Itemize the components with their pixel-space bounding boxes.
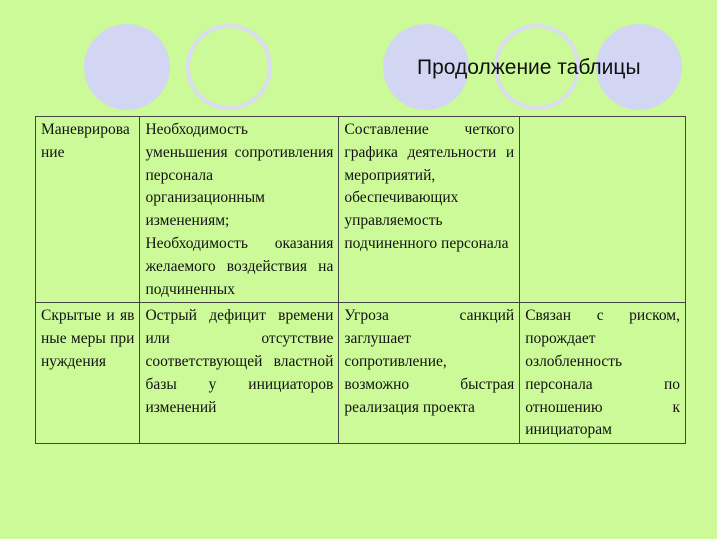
table-cell-disadvantages xyxy=(520,117,686,303)
table-cell-disadvantages xyxy=(520,303,686,444)
table-cell-conditions xyxy=(140,303,339,444)
methods-table xyxy=(35,116,686,444)
table-cell-advantages xyxy=(339,117,520,303)
table-cell-method xyxy=(36,117,140,303)
slide-title: Продолжение таблицы xyxy=(417,56,641,79)
cell-text: Составление четкого графика деятельности и мероприятий, обеспечивающих управляемость подчиненного персонала xyxy=(344,121,515,252)
table-row xyxy=(36,303,686,444)
cell-text: Острый дефицит времени или отсутствие соответствующей властной базы у инициаторов изменений xyxy=(145,307,334,416)
cell-text: Угроза санкций заглушает сопротивление, возможно быстрая реализация проекта xyxy=(344,307,515,416)
decor-circle-1 xyxy=(84,24,170,110)
decor-circle-2 xyxy=(186,24,272,110)
cell-text: Скрытые и явные меры принуждения xyxy=(41,307,135,370)
table-cell-method xyxy=(36,303,140,444)
cell-text: Необходимость уменьшения сопротивления персонала организационным изменениям; Необходимость оказания желаемого воздействия на подчиненных xyxy=(145,121,334,298)
cell-text: Связан с риском, порождает озлобленность персонала по отношению к инициаторам xyxy=(525,307,680,439)
table-row xyxy=(36,117,686,303)
table-cell-conditions xyxy=(140,117,339,303)
cell-text: Маневрирование xyxy=(41,121,130,161)
table-cell-advantages xyxy=(339,303,520,444)
